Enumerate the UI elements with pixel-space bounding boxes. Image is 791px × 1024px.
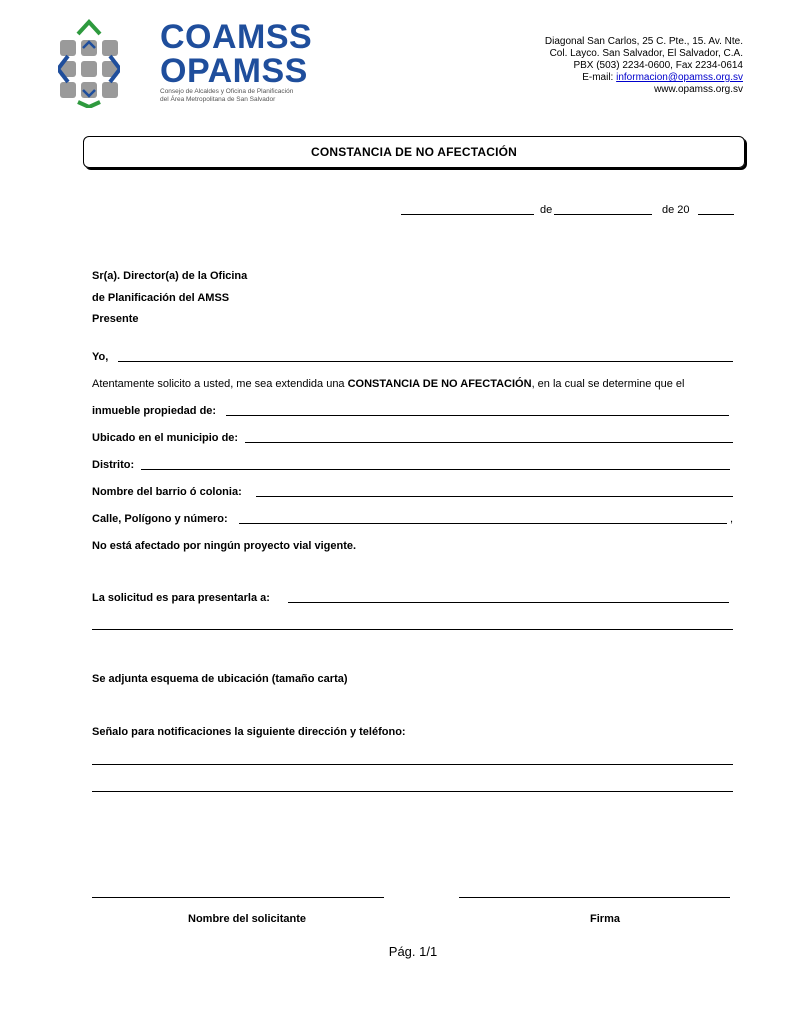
distrito-label: Distrito:: [92, 459, 135, 471]
date-year-field[interactable]: [698, 214, 734, 215]
logo-subtitle: [160, 88, 320, 104]
adjunta-statement: Se adjunta esquema de ubicación (tamaño carta): [92, 673, 348, 685]
title-box: [83, 136, 745, 168]
request-bold: CONSTANCIA DE NO AFECTACIÓN: [347, 378, 532, 390]
document-title: CONSTANCIA DE NO AFECTACIÓN: [310, 145, 518, 159]
page-number: Pág. 1/1: [388, 944, 438, 959]
inmueble-field[interactable]: [226, 415, 729, 416]
address-line3: PBX (503) 2234-0600, Fax 2234-0614: [573, 60, 743, 71]
request-post: , en la cual se determine que el: [531, 378, 685, 390]
notificaciones-field-line1[interactable]: [92, 764, 733, 765]
date-de-label: de: [540, 204, 553, 216]
coamss-logo-icon: [58, 18, 120, 108]
ubicado-field[interactable]: [245, 442, 733, 443]
calle-comma: ,: [730, 513, 734, 525]
address-block: [545, 36, 743, 96]
solicitud-label: La solicitud es para presentarla a:: [92, 592, 270, 604]
notificaciones-field-line2[interactable]: [92, 791, 733, 792]
date-place-field[interactable]: [401, 214, 534, 215]
inmueble-label: inmueble propiedad de:: [92, 405, 217, 417]
barrio-field[interactable]: [256, 496, 733, 497]
solicitud-field-line2[interactable]: [92, 629, 733, 630]
yo-label: Yo,: [92, 351, 109, 363]
address-line1: Diagonal San Carlos, 25 C. Pte., 15. Av. Nte.: [544, 36, 743, 47]
email-row: [545, 72, 743, 84]
request-pre: Atentamente solicito a usted, me sea extendida una: [92, 378, 348, 390]
notificaciones-label: Señalo para notificaciones la siguiente dirección y teléfono:: [92, 726, 406, 738]
recipient-line2: de Planificación del AMSS: [92, 292, 230, 304]
email-label: E-mail:: [582, 72, 617, 83]
email-link[interactable]: informacion@opamss.org.sv: [616, 72, 743, 83]
barrio-label: Nombre del barrio ó colonia:: [92, 486, 242, 498]
logo-text-coamss: COAMSS: [160, 18, 313, 56]
logo-text-opamss: OPAMSS: [160, 52, 308, 90]
date-year-label: de 20: [662, 204, 690, 216]
request-sentence: [92, 378, 684, 390]
yo-name-field[interactable]: [118, 361, 733, 362]
address-line2: Col. Layco. San Salvador, El Salvador, C.A.: [549, 48, 743, 59]
recipient-line1: Sr(a). Director(a) de la Oficina: [92, 270, 248, 282]
calle-label: Calle, Polígono y número:: [92, 513, 228, 525]
no-afectado-statement: No está afectado por ningún proyecto vial vigente.: [92, 540, 357, 552]
website: www.opamss.org.sv: [654, 84, 743, 95]
solicitante-signature-line[interactable]: [92, 897, 384, 898]
solicitante-label: Nombre del solicitante: [188, 913, 306, 925]
firma-signature-line[interactable]: [459, 897, 730, 898]
distrito-field[interactable]: [141, 469, 730, 470]
logo-subtitle-line2: del Área Metropolitana de San Salvador: [160, 96, 276, 103]
calle-field[interactable]: [239, 523, 727, 524]
firma-label: Firma: [590, 913, 620, 925]
logo-subtitle-line1: Consejo de Alcaldes y Oficina de Planificación: [160, 88, 294, 95]
ubicado-label: Ubicado en el municipio de:: [92, 432, 239, 444]
recipient-line3: Presente: [92, 313, 139, 325]
solicitud-field[interactable]: [288, 602, 729, 603]
date-month-field[interactable]: [554, 214, 652, 215]
